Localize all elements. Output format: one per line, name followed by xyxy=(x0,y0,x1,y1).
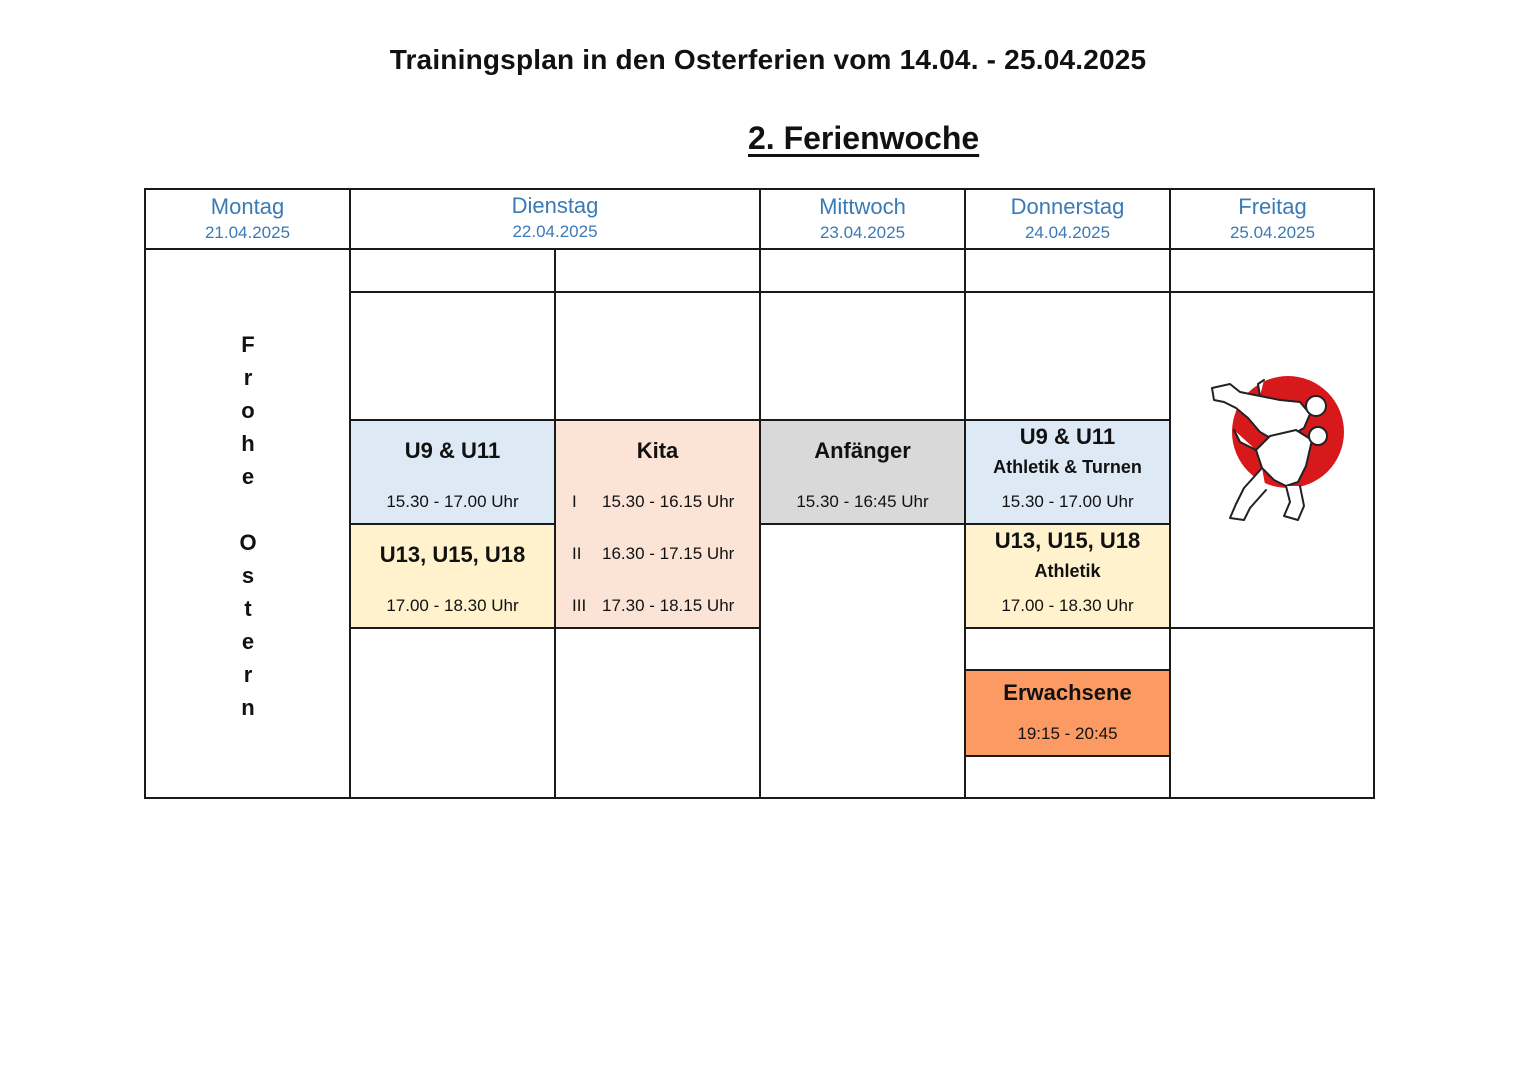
kita-row-time: 15.30 - 16.15 Uhr xyxy=(602,492,735,511)
col-divider xyxy=(759,188,761,799)
table-border-left xyxy=(144,188,146,799)
block-subtitle: Athletik xyxy=(1034,561,1101,581)
header-divider xyxy=(144,248,1375,250)
tue-u9-block xyxy=(350,420,555,524)
page-title: Trainingsplan in den Osterferien vom 14.04. - 25.04.2025 xyxy=(389,44,1147,75)
letter: t xyxy=(244,596,252,621)
table-border-right xyxy=(1373,188,1375,799)
block-time: 15.30 - 16:45 Uhr xyxy=(796,492,929,511)
day-date: 21.04.2025 xyxy=(204,223,291,242)
col-divider xyxy=(349,188,351,799)
letter: s xyxy=(241,563,255,588)
thu-u9-block xyxy=(965,420,1170,524)
kita-row-num: II xyxy=(572,544,582,563)
day-date: 23.04.2025 xyxy=(819,223,906,242)
block-title: U9 & U11 xyxy=(1019,424,1116,449)
letter: h xyxy=(241,431,255,456)
letter: n xyxy=(241,695,255,720)
kita-row-time: 17.30 - 18.15 Uhr xyxy=(602,596,735,615)
day-name: Donnerstag xyxy=(1010,194,1125,219)
block-title: U9 & U11 xyxy=(404,438,501,463)
kita-row-num: I xyxy=(572,492,577,511)
col-divider xyxy=(964,188,966,799)
letter: r xyxy=(243,365,253,390)
block-time: 17.00 - 18.30 Uhr xyxy=(386,596,519,615)
block-time: 17.00 - 18.30 Uhr xyxy=(1001,596,1134,615)
header-freitag xyxy=(1171,194,1374,244)
letter: O xyxy=(239,530,257,555)
block-time: 15.30 - 17.00 Uhr xyxy=(386,492,519,511)
header-montag xyxy=(146,194,349,244)
tue-u13-block xyxy=(350,524,555,628)
day-name: Dienstag xyxy=(511,193,599,218)
block-title: Erwachsene xyxy=(1003,680,1132,705)
block-title: Kita xyxy=(636,438,679,463)
letter: F xyxy=(241,332,255,357)
day-date: 22.04.2025 xyxy=(512,222,598,241)
day-name: Mittwoch xyxy=(819,194,906,219)
block-subtitle: Athletik & Turnen xyxy=(993,457,1142,477)
day-name: Freitag xyxy=(1238,194,1307,219)
block-title: U13, U15, U18 xyxy=(379,542,526,567)
frohe-ostern-text xyxy=(238,328,258,724)
header-mittwoch xyxy=(761,194,964,244)
wed-anfaenger-block xyxy=(760,420,965,524)
block-time: 19:15 - 20:45 xyxy=(1017,724,1118,743)
day-date: 24.04.2025 xyxy=(1024,223,1111,242)
kita-row-3 xyxy=(572,596,757,616)
week-subtitle: 2. Ferienwoche xyxy=(748,120,980,156)
row-divider xyxy=(964,419,1170,421)
row-divider xyxy=(964,627,1375,629)
row-divider xyxy=(759,523,965,525)
block-title: U13, U15, U18 xyxy=(994,528,1141,553)
day-name: Montag xyxy=(210,194,285,219)
letter: e xyxy=(241,464,255,489)
day-date: 25.04.2025 xyxy=(1229,223,1316,242)
letter: r xyxy=(243,662,253,687)
kita-row-2 xyxy=(572,544,757,564)
block-title: Anfänger xyxy=(814,438,911,463)
row-divider xyxy=(964,669,1170,671)
col-divider xyxy=(1169,188,1171,799)
thu-u13-block xyxy=(965,524,1170,628)
kita-row-1 xyxy=(572,492,757,512)
kita-row-num: III xyxy=(572,596,587,615)
row-divider xyxy=(349,627,760,629)
header-dienstag xyxy=(351,193,759,243)
row-divider xyxy=(349,523,555,525)
thu-erwachsene-block xyxy=(965,670,1170,756)
letter xyxy=(238,493,258,526)
row-divider xyxy=(349,291,1375,293)
letter: o xyxy=(241,398,255,423)
row-divider xyxy=(554,419,760,421)
row-divider xyxy=(759,419,965,421)
header-donnerstag xyxy=(966,194,1169,244)
judo-throw-logo-icon xyxy=(1200,370,1350,530)
block-time: 15.30 - 17.00 Uhr xyxy=(1001,492,1134,511)
row-divider xyxy=(964,523,1170,525)
row-divider xyxy=(964,755,1170,757)
letter: e xyxy=(241,629,255,654)
row-divider xyxy=(349,419,555,421)
kita-row-time: 16.30 - 17.15 Uhr xyxy=(602,544,735,563)
